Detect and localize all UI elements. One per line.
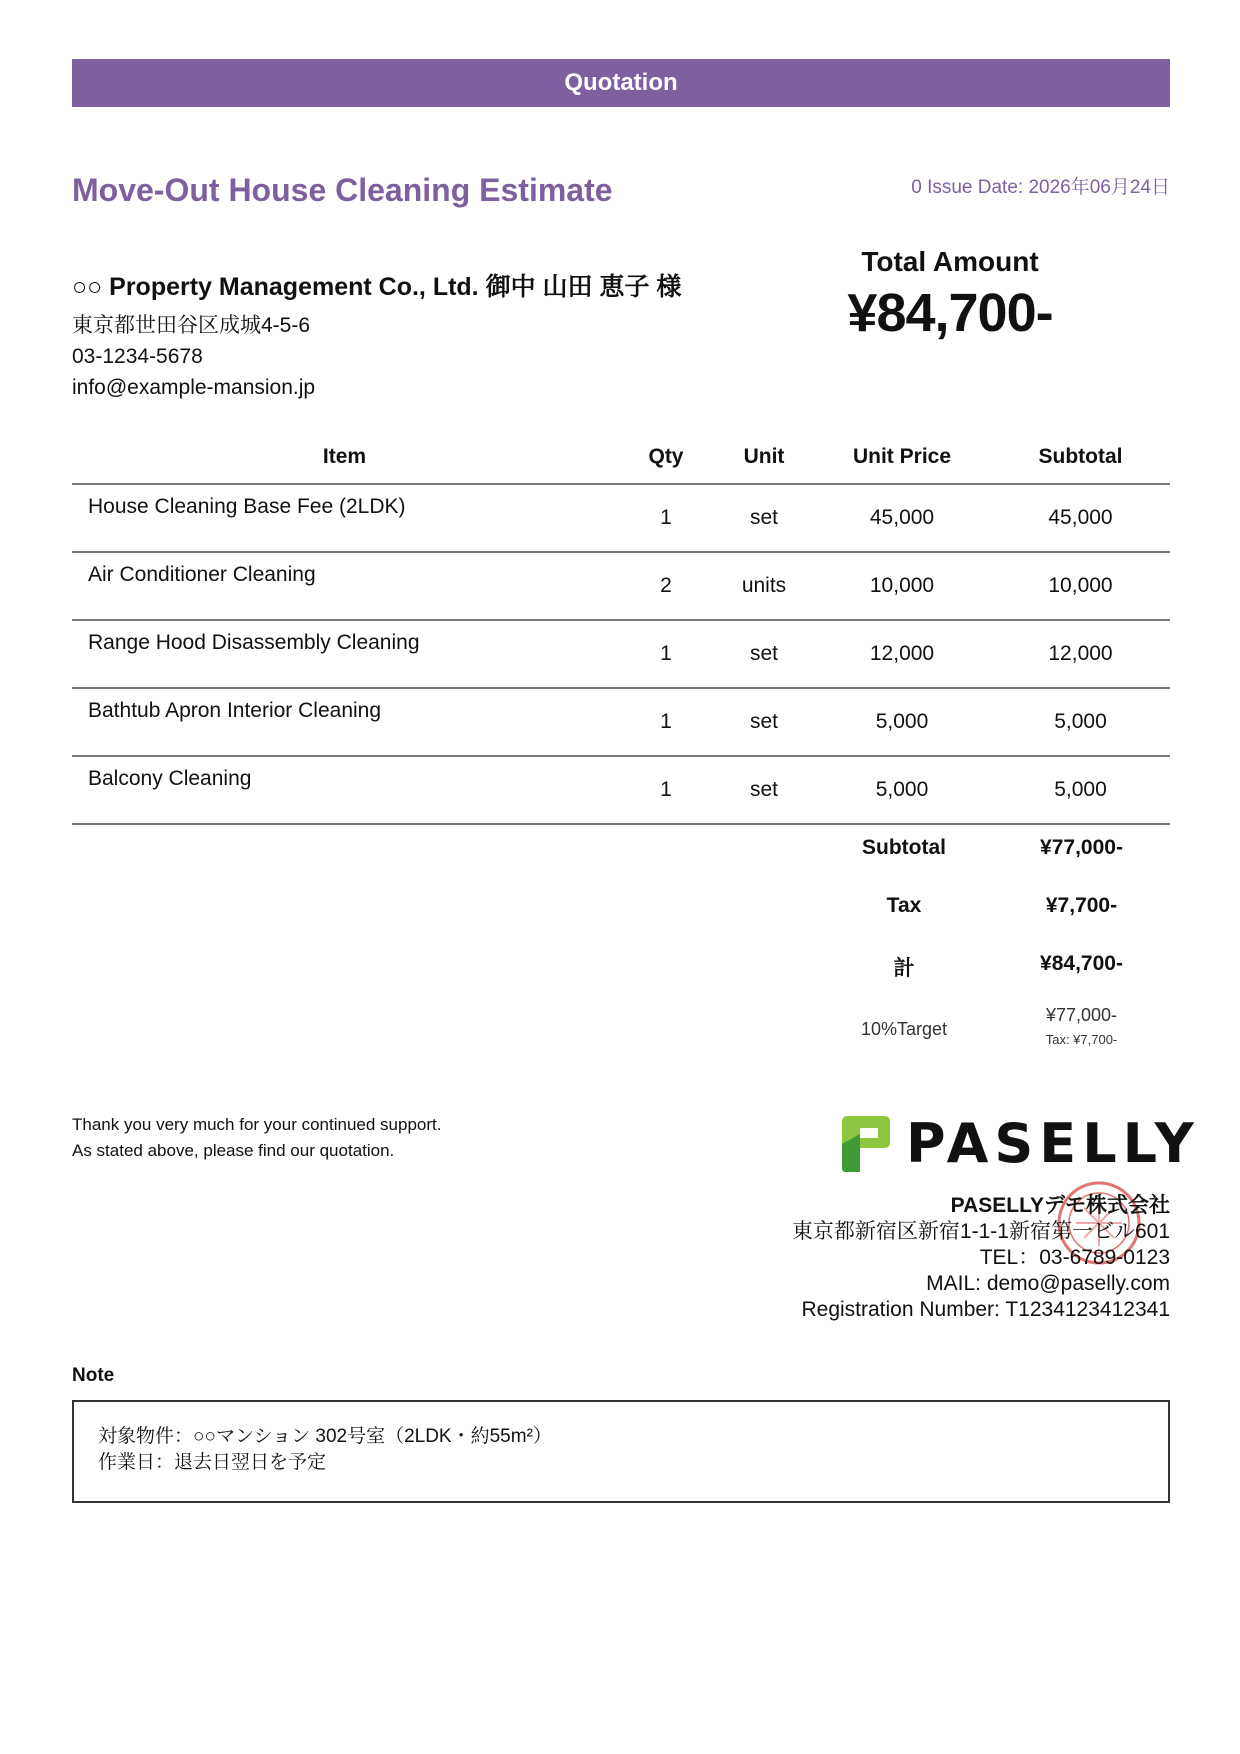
issuer-mail: MAIL: demo@paselly.com	[926, 1272, 1170, 1295]
document-title: Move-Out House Cleaning Estimate	[72, 172, 613, 208]
thank-you-line-2: As stated above, please find our quotation.	[72, 1141, 395, 1160]
summary-tax	[815, 894, 1170, 918]
table-row	[72, 484, 1170, 552]
column-header-item: Item	[72, 430, 617, 484]
summary-subtotal-label: Subtotal	[862, 836, 946, 859]
column-header-subtotal: Subtotal	[991, 430, 1170, 484]
row-unit: set	[715, 620, 813, 688]
total-amount-label: Total Amount	[861, 246, 1039, 277]
client-phone: 03-1234-5678	[72, 345, 203, 368]
row-unit-price: 5,000	[813, 688, 991, 756]
paselly-logo-icon	[838, 1114, 892, 1174]
note-label: Note	[72, 1365, 115, 1386]
issuer-registration-number: Registration Number: T1234123412341	[801, 1298, 1170, 1321]
row-subtotal: 5,000	[991, 756, 1170, 824]
row-unit: units	[715, 552, 813, 620]
row-unit: set	[715, 756, 813, 824]
row-qty: 1	[617, 688, 715, 756]
table-row	[72, 552, 1170, 620]
row-item: Range Hood Disassembly Cleaning	[72, 620, 617, 688]
row-unit-price: 12,000	[813, 620, 991, 688]
issuer-info	[792, 1193, 1170, 1323]
row-qty: 1	[617, 756, 715, 824]
company-logo	[838, 1112, 1200, 1175]
summary-total	[815, 952, 1170, 982]
table-row	[72, 620, 1170, 688]
row-subtotal: 12,000	[991, 620, 1170, 688]
summary-subtotal-value: ¥77,000-	[1040, 836, 1123, 859]
row-item: Air Conditioner Cleaning	[72, 552, 617, 620]
row-unit-price: 5,000	[813, 756, 991, 824]
tax-target-values	[993, 1005, 1170, 1047]
table-row	[72, 756, 1170, 824]
logo-wordmark: PASELLY	[906, 1112, 1200, 1175]
issuer-company-name: PASELLYデモ株式会社	[950, 1194, 1170, 1217]
row-unit-price: 10,000	[813, 552, 991, 620]
row-unit: set	[715, 688, 813, 756]
issuer-tel: TEL：03-6789-0123	[979, 1246, 1170, 1269]
row-item: Balcony Cleaning	[72, 756, 617, 824]
row-unit: set	[715, 484, 813, 552]
tax-target-amount: ¥77,000-	[1045, 1005, 1118, 1025]
total-amount-value: ¥84,700-	[847, 283, 1053, 343]
table-row	[72, 688, 1170, 756]
tax-target-label: 10%Target	[860, 1019, 948, 1039]
issuer-address: 東京都新宿区新宿1-1-1新宿第一ビル601	[791, 1220, 1170, 1243]
row-subtotal: 45,000	[991, 484, 1170, 552]
summary-total-label: 計	[893, 957, 915, 980]
table-header-row	[72, 430, 1170, 484]
summary-tax-value: ¥7,700-	[1045, 894, 1118, 917]
client-address: 東京都世田谷区成城4-5-6	[72, 314, 311, 337]
client-info	[72, 310, 315, 403]
row-qty: 1	[617, 620, 715, 688]
row-unit-price: 45,000	[813, 484, 991, 552]
row-subtotal: 5,000	[991, 688, 1170, 756]
summary-subtotal	[815, 836, 1170, 860]
column-header-qty: Qty	[617, 430, 715, 484]
client-name: ○○ Property Management Co., Ltd. 御中 山田 恵子 様	[72, 273, 682, 301]
client-email: info@example-mansion.jp	[72, 376, 316, 399]
column-header-unit-price: Unit Price	[813, 430, 991, 484]
document-banner: Quotation	[72, 59, 1170, 107]
note-line-2: 作業日：退去日翌日を予定	[98, 1452, 327, 1473]
row-qty: 1	[617, 484, 715, 552]
items-table	[72, 430, 1170, 825]
summary-total-value: ¥84,700-	[1040, 952, 1123, 975]
tax-target-tax: Tax: ¥7,700-	[1045, 1032, 1118, 1047]
row-item: Bathtub Apron Interior Cleaning	[72, 688, 617, 756]
thank-you-line-1: Thank you very much for your continued support.	[72, 1115, 442, 1134]
note-box	[72, 1400, 1170, 1503]
row-qty: 2	[617, 552, 715, 620]
issue-date: 0 Issue Date: 2026年06月24日	[911, 177, 1170, 198]
row-subtotal: 10,000	[991, 552, 1170, 620]
summary-tax-label: Tax	[886, 894, 922, 917]
note-line-1: 対象物件：○○マンション 302号室（2LDK・約55m²）	[98, 1426, 552, 1447]
column-header-unit: Unit	[715, 430, 813, 484]
thank-you-message	[72, 1112, 441, 1164]
row-item: House Cleaning Base Fee (2LDK)	[72, 484, 617, 552]
